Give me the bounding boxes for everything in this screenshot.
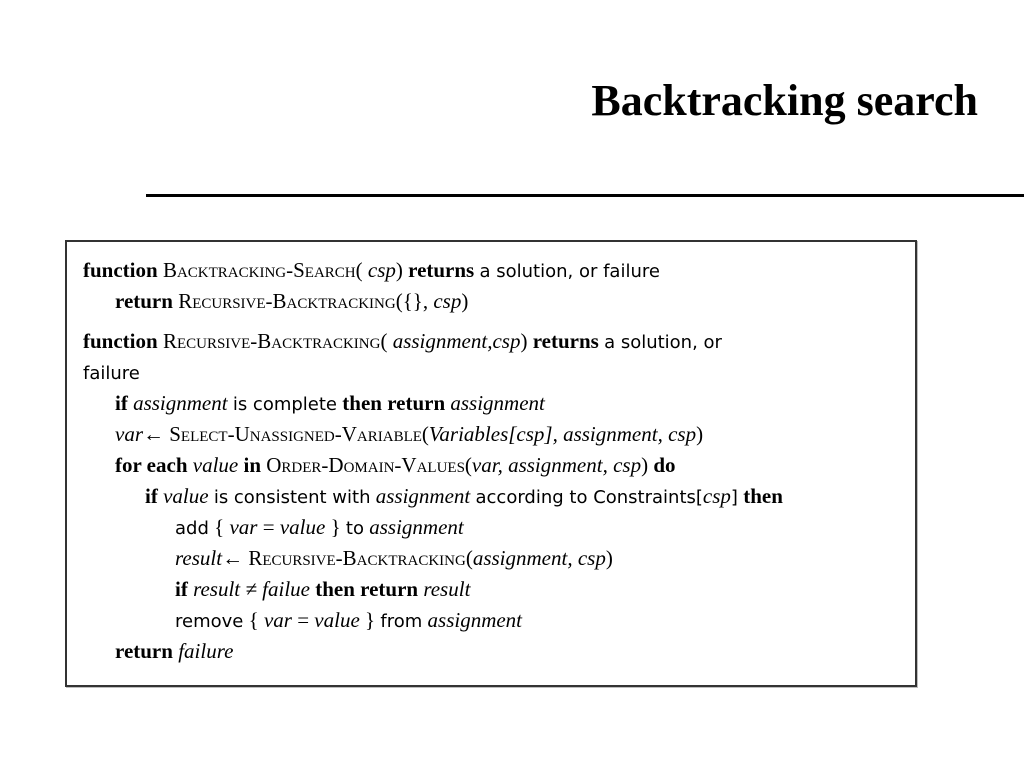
pseudocode-line-9: add { var = value } to assignment bbox=[175, 515, 464, 539]
algorithm-box bbox=[65, 240, 917, 687]
slide-title: Backtracking search bbox=[591, 76, 978, 125]
pseudocode-line-5: if assignment is complete then return assignment bbox=[115, 391, 545, 415]
pseudocode-line-12: remove { var = value } from assignment bbox=[175, 608, 523, 632]
pseudocode-line-2: return Recursive-Backtracking({}, csp) bbox=[115, 289, 469, 313]
pseudocode-line-7: for each value in Order-Domain-Values(var, assignment, csp) do bbox=[115, 453, 676, 477]
title-divider bbox=[146, 194, 1024, 197]
pseudocode-line-3: function Recursive-Backtracking( assignment,csp) returns a solution, or bbox=[83, 329, 722, 353]
pseudocode-line-1: function Backtracking-Search( csp) returns a solution, or failure bbox=[83, 258, 660, 282]
pseudocode-line-6: var← Select-Unassigned-Variable(Variables[csp], assignment, csp) bbox=[115, 422, 704, 446]
pseudocode-line-8: if value is consistent with assignment according to Constraints[csp] then bbox=[145, 484, 783, 508]
pseudocode-line-4: failure bbox=[83, 363, 140, 384]
pseudocode-line-11: if result ≠ failue then return result bbox=[175, 577, 471, 601]
pseudocode-line-13: return failure bbox=[115, 639, 234, 663]
pseudocode-line-10: result← Recursive-Backtracking(assignment, csp) bbox=[175, 546, 613, 570]
